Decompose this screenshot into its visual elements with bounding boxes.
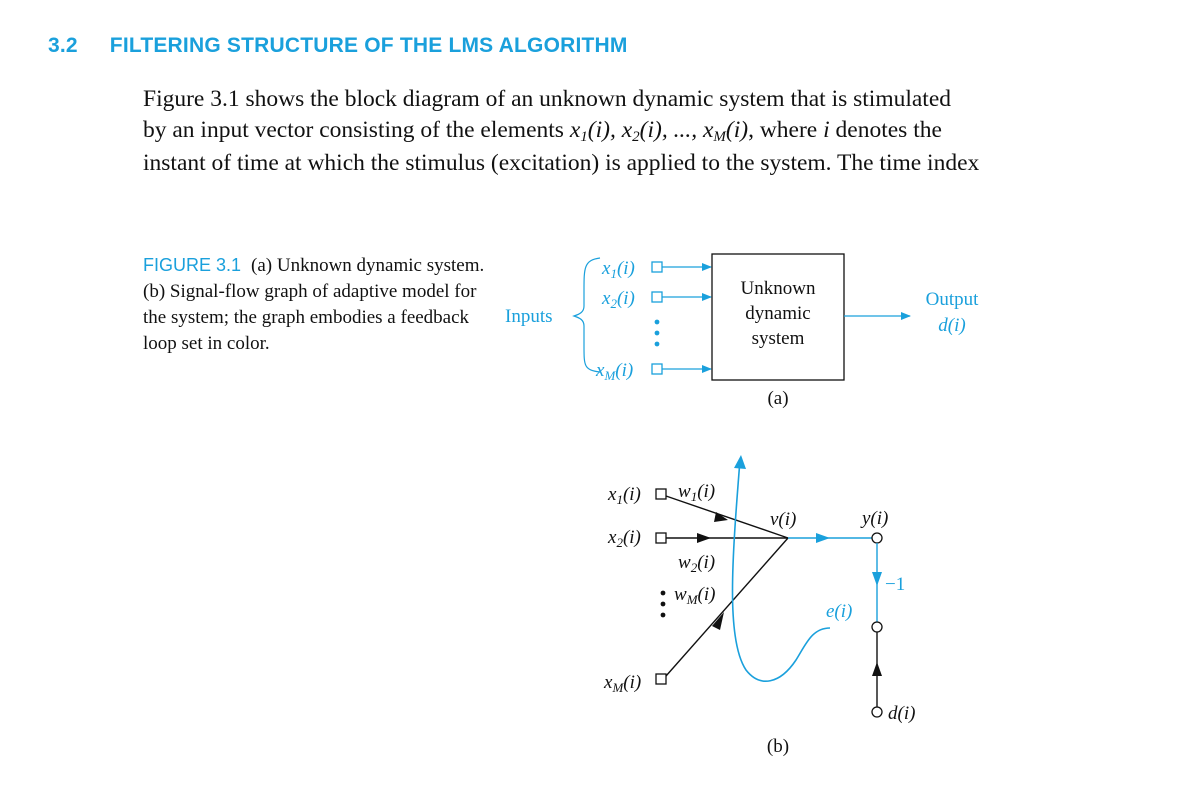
node-e <box>872 622 882 632</box>
y-label: y(i) <box>862 508 889 529</box>
inputs-label: Inputs <box>505 306 553 327</box>
v-to-y-arrow <box>816 533 830 543</box>
input-x2-label: $x_2(i)$ <box>602 288 635 311</box>
node-x2-b <box>656 533 666 543</box>
block-line-2: dynamic <box>745 303 811 324</box>
d-label: d(i) <box>888 703 916 724</box>
input-node-x2 <box>652 292 662 302</box>
block-line-3: system <box>751 328 805 349</box>
weight-wM-label: $w_M(i)$ <box>674 584 716 607</box>
paragraph-text: denotes the <box>829 116 942 143</box>
feedback-loop <box>733 460 831 681</box>
paragraph-text: by an input vector consisting of the elements <box>143 116 570 143</box>
output-label-2: d(i) <box>938 315 966 336</box>
figure-label: FIGURE 3.1 <box>143 255 242 275</box>
node-xM-b <box>656 674 666 684</box>
node-d <box>872 707 882 717</box>
block-line-1: Unknown <box>740 278 816 299</box>
node-y <box>872 533 882 543</box>
weight-w1-label: $w_1(i)$ <box>678 481 716 504</box>
input-x1-label-b: $x_1(i)$ <box>608 484 641 507</box>
paragraph-text: , where <box>748 116 824 143</box>
diagram-a <box>505 254 979 409</box>
panel-a-label: (a) <box>767 388 789 409</box>
input-node-x1 <box>652 262 662 272</box>
output-label-1: Output <box>925 289 979 310</box>
input-dots <box>655 320 660 347</box>
d-to-e-arrow <box>872 662 882 676</box>
element-list: $x_1(i)$, $x_2(i)$, ..., $x_M(i)$ <box>569 116 749 145</box>
input-x1-label: $x_1(i)$ <box>602 258 635 281</box>
paragraph-variable: i <box>823 116 830 143</box>
paragraph-line-3: instant of time at which the stimulus (excitation) is applied to the system. The time index <box>143 150 980 176</box>
input-dots-b <box>661 591 666 618</box>
input-x2-label-b: $x_2(i)$ <box>608 527 641 550</box>
input-xM-label-b: $x_M(i)$ <box>604 672 642 695</box>
section-number: 3.2 <box>48 34 78 57</box>
input-node-xM <box>652 364 662 374</box>
feedback-arrowhead <box>734 455 746 469</box>
caption-text: (a) Unknown dynamic system. (b) Signal-flow graph of adaptive model for the system; the graph embodies a feedback loop set in color. <box>143 255 485 354</box>
v-label: v(i) <box>770 509 797 530</box>
diagram-b <box>603 455 915 757</box>
node-x1-b <box>656 489 666 499</box>
section-title: FILTERING STRUCTURE OF THE LMS ALGORITHM <box>109 34 628 57</box>
gain-label: −1 <box>885 574 906 595</box>
weight-w2-label: $w_2(i)$ <box>678 552 716 575</box>
inputs-brace <box>574 258 600 372</box>
arrow-w2 <box>697 533 711 543</box>
panel-b-label: (b) <box>766 736 790 757</box>
y-to-e-arrow <box>872 572 882 586</box>
input-xM-label: $x_M(i)$ <box>596 360 634 383</box>
paragraph-line-1: Figure 3.1 shows the block diagram of an unknown dynamic system that is stimulated <box>143 86 952 112</box>
e-label: e(i) <box>826 601 853 622</box>
